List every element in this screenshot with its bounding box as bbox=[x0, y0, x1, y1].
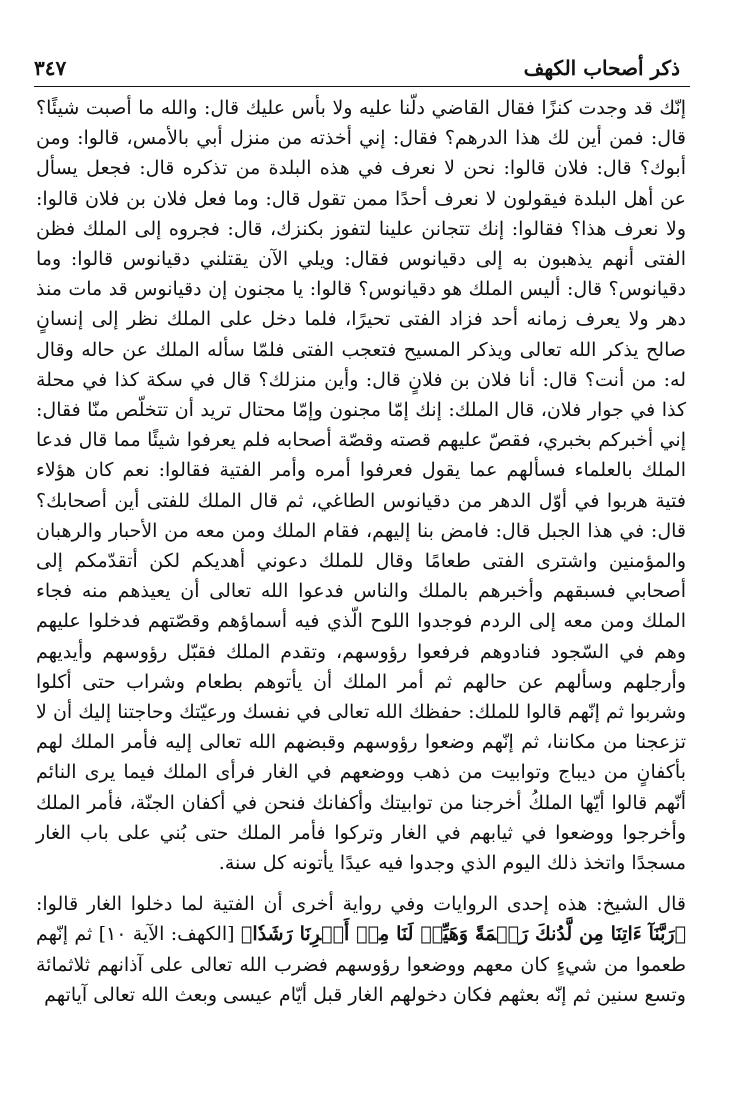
paragraph-2-rest: [الكهف: الآية ١٠] ثم إنّهم طعموا من شيءٍ كان معهم ووضعوا رؤوسهم فضرب الله تعالى على آذانهم ثلاثمائة وتسع سنين ثم إنّه بعثهم فكان دخولهم الغار قبل أيّام عيسى وبعث الله تعالى آياتهم bbox=[36, 923, 686, 1006]
header-rule bbox=[34, 86, 690, 87]
quran-verse: ﴿رَبَّنَآ ءَاتِنَا مِن لَّدُنكَ رَحۡمَةً وَهَيِّئۡ لَنَا مِنۡ أَمۡرِنَا رَشَدٗا﴾ bbox=[240, 923, 686, 946]
body-text bbox=[36, 93, 686, 1010]
chapter-title: ذكر أصحاب الكهف bbox=[523, 56, 680, 80]
paragraph-2 bbox=[36, 889, 686, 1010]
paragraph-1: إنّك قد وجدت كنزًا فقال القاضي دلّنا عليه ولا بأس عليك قال: والله ما أصبت شيئًا؟ قال: فمن أين لك هذا الدرهم؟ فقال: إني أخذته من منزل أبي بالأمس، قالوا: ومن أبوك؟ قال: فلان قالوا: نحن لا نعرف في هذه البلدة من تذكره قال: فجعل يسأل عن أهل البلدة فيقولون لا نعرف أحدًا ممن تقول قال: وما فعل فلان بن فلان قالوا: ولا نعرف هذا؟ فقالوا: إنك تتجانن علينا لتفوز بكنزك، قال: فجروه إلى الملك فظن الفتى أنهم يذهبون به إلى دقيانوس فقال: ويلي الآن يقتلني دقيانوس قالوا: وما دقيانوس؟ قال: أليس الملك هو دقيانوس؟ قالوا: يا مجنون إن دقيانوس قد مات منذ دهر ولا يعرف زمانه أحد فزاد الفتى تحيرًا، فلما دخل على الملك نظر إلى إنسانٍ صالح يذكر الله تعالى ويذكر المسيح فتعجب الفتى فلمّا سأله الملك عن حاله وقال له: من أنت؟ قال: أنا فلان بن فلانٍ قال: وأين منزلك؟ قال في سكة كذا في محلة كذا في جوار فلان، قال الملك: إنك إمّا مجنون وإمّا محتال تريد أن تتخلّص منّا فقال: إني أخبركم بخبري، فقصّ عليهم قصته وقصّة أصحابه فلم يعرفوا شيئًا مما قال فدعا الملك بالعلماء فسألهم عما يقول فعرفوا أمره وأمر الفتية فقالوا: نعم كان هؤلاء فتية هربوا في أوّل الدهر من دقيانوس الطاغي، ثم قال الملك للفتى أين أصحابك؟ قال: في هذا الجبل قال: فامض بنا إليهم، فقام الملك ومن معه من الأحبار والرهبان والمؤمنين واشترى الفتى طعامًا وقال للملك دعوني أهديكم لكن أتقدّمكم إلى أصحابي فسبقهم وأخبرهم بالملك والناس فدعوا الله تعالى أن يعيذهم منه فجاء الملك ومن معه إلى الردم فوجدوا اللوح الّذي فيه أسماؤهم وقصّتهم فدخلوا عليهم وهم في السّجود فنادوهم فرفعوا رؤوسهم، وتقدم الملك فقبّل رؤوسهم وأيديهم وأرجلهم وسألهم عن حالهم ثم أمر الملك أن يأتوهم بطعام وشراب حتى أكلوا وشربوا ثم إنّهم قالوا للملك: حفظك الله تعالى في نفسك ورعيّتك وحاجتنا إليك أن لا تزعجنا من مكاننا، ثم إنّهم وضعوا رؤوسهم وقبضهم الله تعالى إليه فأمر الملك لهم بأكفانٍ من ديباج وتوابيت من ذهب ووضعهم في الغار فرأى الملك فيما يرى النائم أنّهم قالوا أيّها الملكُ أخرجنا من توابيتك وأكفانك فنحن في أكفان الجنّة، فأمر الملك وأخرجوا ووضعوا في ثيابهم في الغار وتركوا فأمر الملك حتى بُني على باب الغار مسجدًا واتخذ ذلك اليوم الذي وجدوا فيه عيدًا يأتونه كل سنة. bbox=[36, 97, 687, 875]
running-header bbox=[34, 50, 680, 80]
paragraph-2-intro: قال الشيخ: هذه إحدى الروايات وفي رواية أخرى أن الفتية لما دخلوا الغار قالوا: bbox=[36, 893, 686, 916]
page-number: ٣٤٧ bbox=[34, 56, 67, 80]
